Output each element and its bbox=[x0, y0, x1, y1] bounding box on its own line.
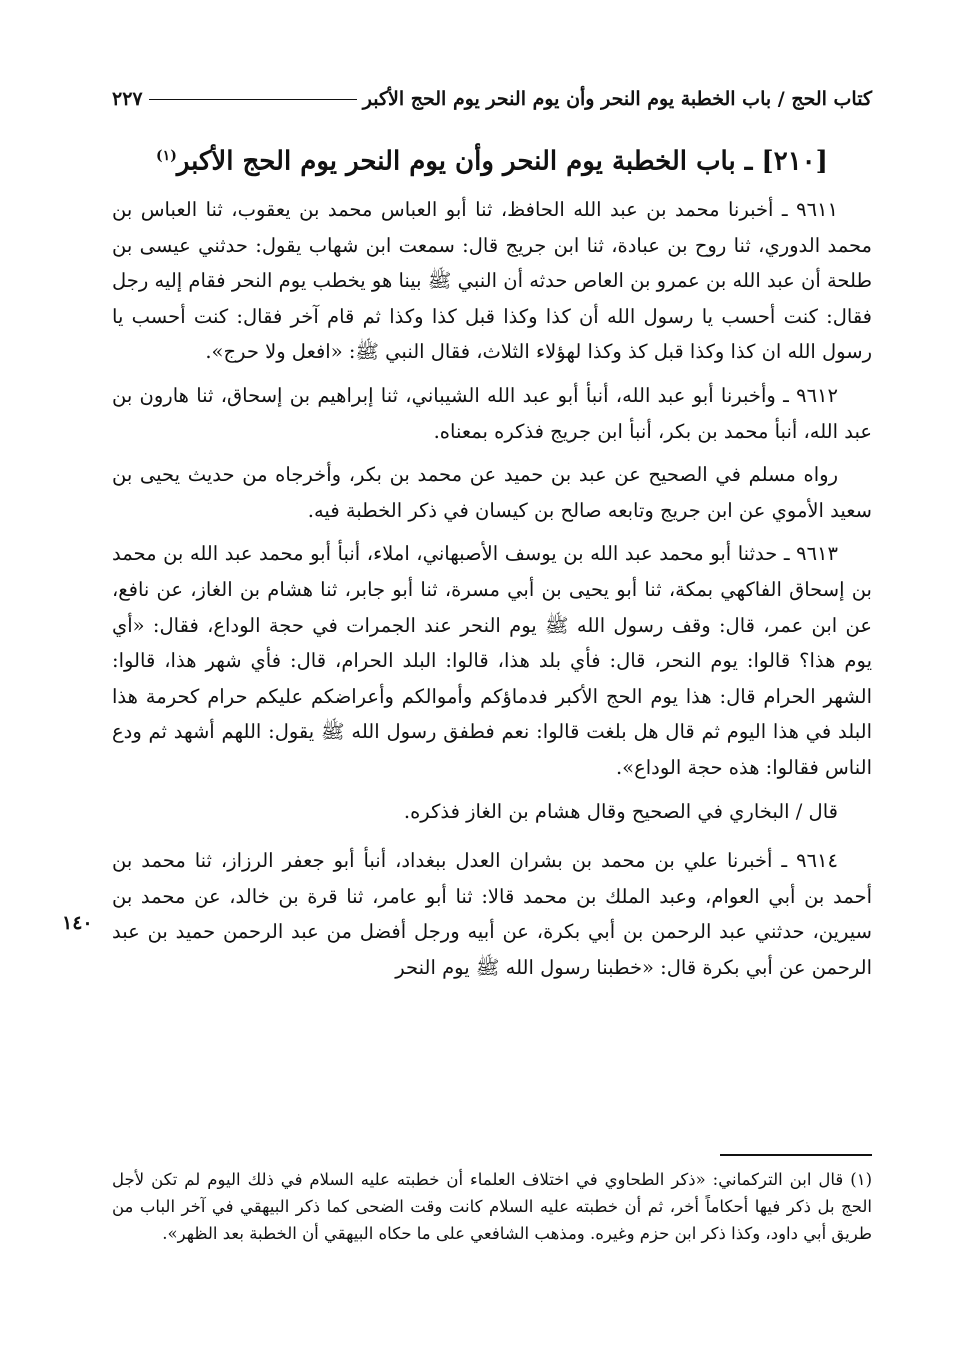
footnote-rule bbox=[720, 1154, 872, 1156]
footnote-marker: (١) bbox=[156, 148, 177, 164]
hadith-9613: ٩٦١٣ ـ حدثنا أبو محمد عبد الله بن يوسف الأصبهاني، املاء، أنبأ أبو محمد عبد الله بن محمد بن إسحاق الفاكهي بمكة، ثنا أبو يحيى بن أبي مسرة، ثنا أبو جابر، ثنا هشام بن الغاز، عن نافع، عن ابن عمر، قال: وقف رسول الله ﷺ يوم النحر عند الجمرات في حجة الوداع، فقال: «أي يوم هذا؟ قالوا: يوم النحر، قال: فأي بلد هذا، قالوا: البلد الحرام، قال: فأي شهر هذا، قالوا: الشهر الحرام قال: هذا يوم الحج الأكبر فدماؤكم وأموالكم وأعراضكم عليكم حرام كحرمة هذا البلد في هذا اليوم ثم قال هل بلغت قالوا: نعم فطفق رسول الله ﷺ يقول: اللهم أشهد ثم ودع الناس فقالوا: هذه حجة الوداع». bbox=[112, 542, 872, 779]
chapter-title bbox=[112, 136, 872, 182]
hadith-9614: ٩٦١٤ ـ أخبرنا علي بن محمد بن بشران العدل ببغداد، أنبأ أبو جعفر الرزاز، ثنا محمد بن أحمد بن أبي العوام، وعبد الملك بن محمد قالا: ثنا أبو عامر، ثنا قرة بن خالد، عن محمد بن سيرين، حدثني عبد الرحمن بن أبي بكرة، عن أبيه ورجل أفضل من عبد الرحمن حميد بن عبد الرحمن عن أبي بكرة قال: «خطبنا رسول الله ﷺ يوم النحر bbox=[112, 849, 872, 979]
hadith-9612: ٩٦١٢ ـ وأخبرنا أبو عبد الله، أنبأ أبو عبد الله الشيباني، ثنا إبراهيم بن إسحاق، ثنا هارون بن عبد الله، أنبأ محمد بن بكر، أنبأ ابن جريج فذكره بمعناه. bbox=[112, 383, 872, 443]
header-rule bbox=[149, 99, 357, 100]
footnote-text: (١) قال ابن التركماني: «ذكر الطحاوي في اختلاف العلماء أن خطبته عليه السلام في ذلك اليوم لم تكن لأجل الحج بل ذكر فيها أحكاماً أخر، ثم أن خطبته عليه السلام كانت وقت الضحى كما ذكر البيهقي في آخر الباب من طريق أبي داود، وكذا ذكر ابن حزم وغيره. ومذهب الشافعي على ما حكاه البيهقي أن الخطبة بعد الظهر». bbox=[112, 1170, 872, 1243]
page-number: ٢٢٧ bbox=[112, 88, 143, 110]
bukhari-note: قال / البخاري في الصحيح وقال هشام بن الغاز فذكره. bbox=[403, 799, 838, 823]
main-text bbox=[112, 192, 872, 993]
footnote bbox=[112, 1166, 872, 1247]
commentary-paragraph: رواه مسلم في الصحيح عن عبد بن حميد عن محمد بن بكر، وأخرجاه من حديث يحيى بن سعيد الأموي عن ابن جريج وتابعه صالح بن كيسان في ذكر الخطبة فيه. bbox=[112, 463, 872, 522]
margin-volume-page: ١٤٠ bbox=[62, 912, 93, 934]
hadith-9611: ٩٦١١ ـ أخبرنا محمد بن عبد الله الحافظ، ثنا أبو العباس محمد بن يعقوب، ثنا العباس بن محمد الدوري، ثنا روح بن عبادة، ثنا ابن جريج قال: سمعت ابن شهاب يقول: حدثني عيسى بن طلحة أن عبد الله بن عمرو بن العاص حدثه أن النبي ﷺ بينا هو يخطب يوم النحر فقام إليه رجل فقال: كنت أحسب يا رسول الله أن كذا وكذا قبل كذا وكذا ثم قام آخر فقال: كنت أحسب يا رسول الله ان كذا وكذا قبل كذ وكذا لهؤلاء الثلاث، فقال النبي ﷺ: «افعل ولا حرج». bbox=[112, 198, 872, 364]
chapter-title-text: [٢١٠] ـ باب الخطبة يوم النحر وأن يوم النحر يوم الحج الأكبر bbox=[176, 146, 828, 177]
running-head-title: كتاب الحج / باب الخطبة يوم النحر وأن يوم النحر يوم الحج الأكبر bbox=[362, 88, 872, 110]
running-head bbox=[112, 84, 872, 114]
